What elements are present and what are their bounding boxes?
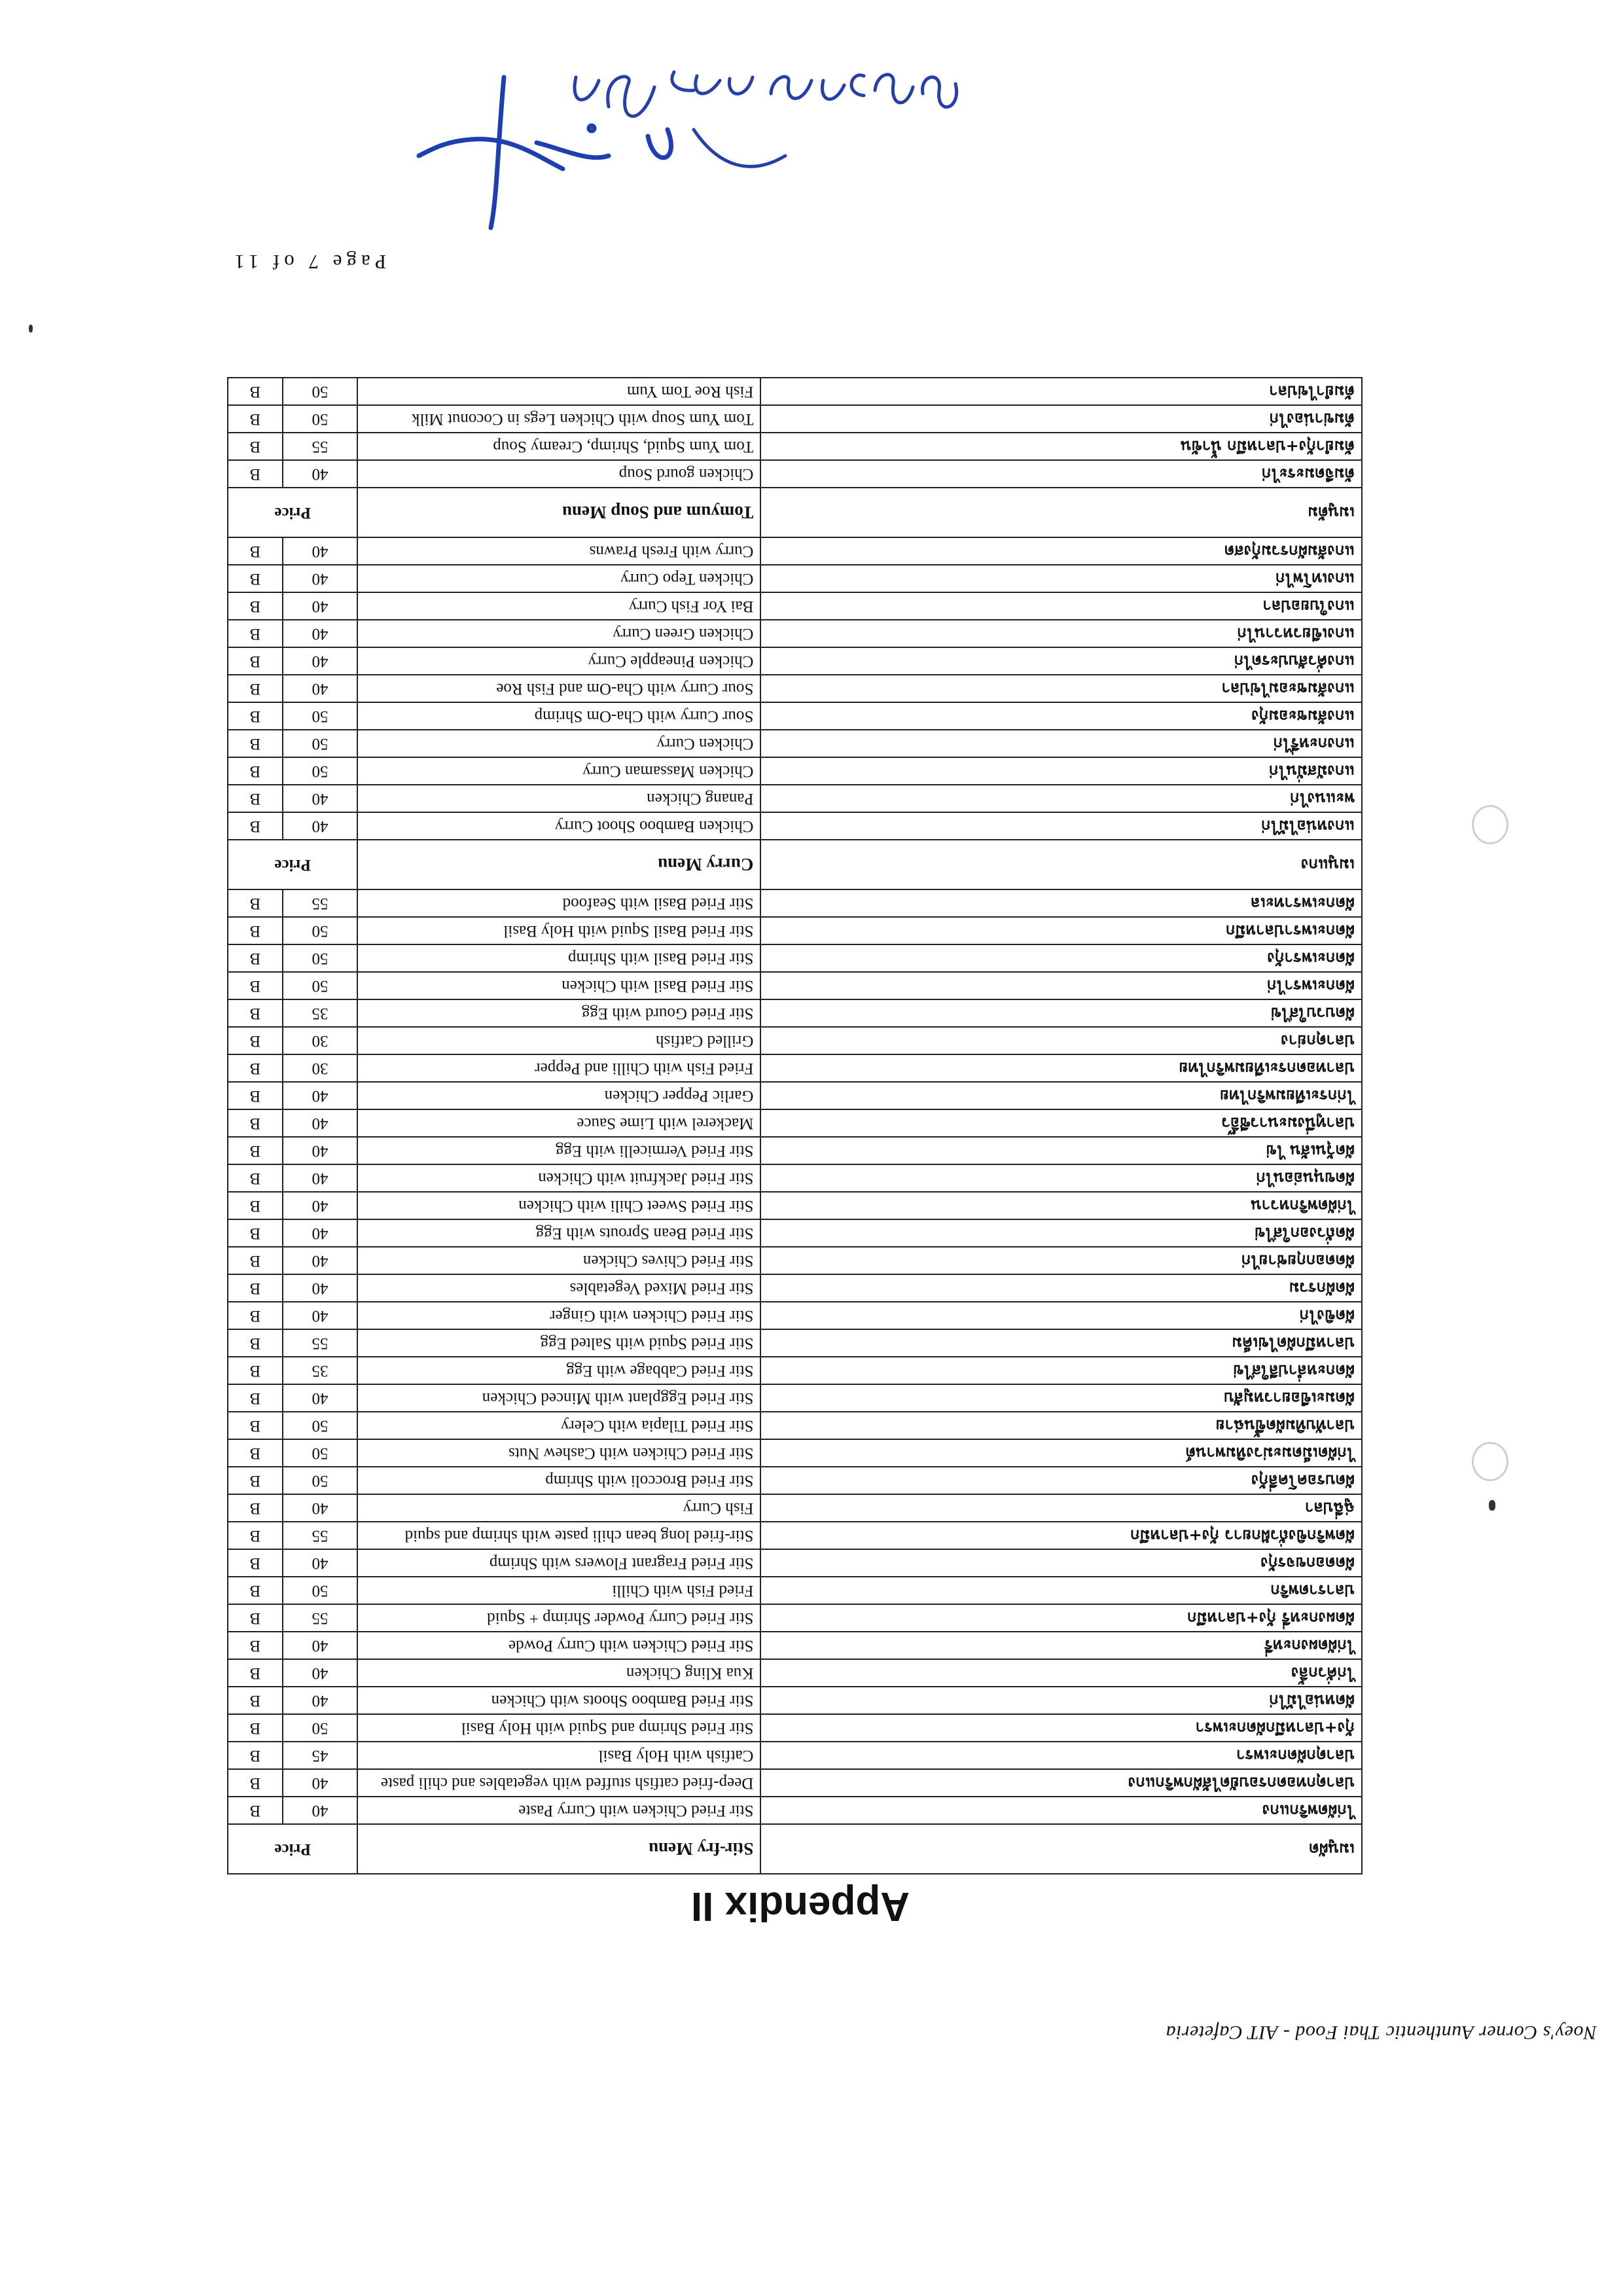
section-thai-header: เมนูผัด bbox=[760, 1824, 1362, 1874]
item-english-name: Stir Fried Cabbage with Egg bbox=[357, 1357, 760, 1384]
item-price: 35 bbox=[283, 999, 358, 1027]
item-english-name: Stir Fried Vermicelli with Egg bbox=[357, 1137, 760, 1164]
item-price: 40 bbox=[283, 1687, 358, 1714]
item-currency: B bbox=[228, 944, 283, 972]
menu-item-row bbox=[228, 1549, 1362, 1577]
item-english-name: Stir Fried Tilapia with Celery bbox=[357, 1412, 760, 1439]
item-english-name: Stir Fried Bamboo Shoots with Chicken bbox=[357, 1687, 760, 1714]
page-title: Appendix II bbox=[690, 1884, 910, 1929]
item-english-name: Chicken Tepo Curry bbox=[357, 565, 760, 592]
item-price: 50 bbox=[283, 702, 358, 730]
menu-item-row bbox=[228, 1219, 1362, 1247]
item-english-name: Stir Fried Basil with Shrimp bbox=[357, 944, 760, 972]
menu-item-row bbox=[228, 1632, 1362, 1659]
menu-item-row bbox=[228, 537, 1362, 565]
section-header-row bbox=[228, 488, 1362, 537]
item-currency: B bbox=[228, 1329, 283, 1357]
item-english-name: Stir Fried Chicken with Cashew Nuts bbox=[357, 1439, 760, 1467]
item-thai-name: ผัดขนุนอ่อนไก่ bbox=[760, 1164, 1362, 1192]
menu-item-row bbox=[228, 378, 1362, 405]
item-price: 55 bbox=[283, 433, 358, 460]
menu-item-row bbox=[228, 1384, 1362, 1412]
item-thai-name: ผัดบวบใส่ไข่ bbox=[760, 999, 1362, 1027]
item-currency: B bbox=[228, 1467, 283, 1494]
menu-item-row bbox=[228, 1714, 1362, 1742]
item-thai-name: ปลาหมึกผัดไข่เค็ม bbox=[760, 1329, 1362, 1357]
item-currency: B bbox=[228, 972, 283, 999]
menu-item-row bbox=[228, 433, 1362, 460]
item-currency: B bbox=[228, 1054, 283, 1082]
item-thai-name: แกงหน่อไม้ไก่ bbox=[760, 812, 1362, 840]
price-header: Price bbox=[228, 488, 357, 537]
item-english-name: Mackerel with Lime Sauce bbox=[357, 1109, 760, 1137]
item-price: 55 bbox=[283, 1329, 358, 1357]
item-price: 40 bbox=[283, 647, 358, 675]
item-english-name: Stir Fried Sweet Chili with Chicken bbox=[357, 1192, 760, 1219]
item-english-name: Chicken Massaman Curry bbox=[357, 757, 760, 785]
item-english-name: Chicken Pineapple Curry bbox=[357, 647, 760, 675]
item-thai-name: ปลาทอดกระเทียมพริกไทย bbox=[760, 1054, 1362, 1082]
menu-item-row bbox=[228, 1054, 1362, 1082]
menu-item-row bbox=[228, 565, 1362, 592]
item-price: 40 bbox=[283, 620, 358, 647]
item-currency: B bbox=[228, 1357, 283, 1384]
item-price: 50 bbox=[283, 1467, 358, 1494]
menu-item-row bbox=[228, 1659, 1362, 1687]
item-thai-name: ผัดกะหล่ำปลีใส่ไข่ bbox=[760, 1357, 1362, 1384]
item-english-name: Stir Fried Basil with Chicken bbox=[357, 972, 760, 999]
item-thai-name: ปลาดุกย่าง bbox=[760, 1027, 1362, 1054]
item-thai-name: ปลาทูนึ่งมะนาวซีอิ๊ว bbox=[760, 1109, 1362, 1137]
menu-item-row bbox=[228, 889, 1362, 917]
item-english-name: Stir Fried Broccoli with Shrimp bbox=[357, 1467, 760, 1494]
item-thai-name: ปลาทับทิมผัดขึ้นฉ่าย bbox=[760, 1412, 1362, 1439]
menu-item-row bbox=[228, 1687, 1362, 1714]
item-price: 50 bbox=[283, 405, 358, 433]
menu-item-row bbox=[228, 1797, 1362, 1824]
item-currency: B bbox=[228, 1137, 283, 1164]
item-price: 40 bbox=[283, 1769, 358, 1797]
item-thai-name: ผัดผักรวม bbox=[760, 1274, 1362, 1302]
menu-table bbox=[227, 377, 1363, 1874]
item-price: 40 bbox=[283, 1659, 358, 1687]
item-english-name: Stir Fried Chicken with Curry Paste bbox=[357, 1797, 760, 1824]
item-price: 40 bbox=[283, 675, 358, 702]
menu-item-row bbox=[228, 917, 1362, 944]
item-english-name: Grilled Catfish bbox=[357, 1027, 760, 1054]
item-price: 50 bbox=[283, 1577, 358, 1604]
item-thai-name: ผัดดอกกุยช่ายไก่ bbox=[760, 1247, 1362, 1274]
item-currency: B bbox=[228, 1659, 283, 1687]
item-currency: B bbox=[228, 675, 283, 702]
item-currency: B bbox=[228, 1769, 283, 1797]
scan-speck bbox=[1489, 1500, 1495, 1511]
item-price: 40 bbox=[283, 1549, 358, 1577]
page-header: Noey's Corner Aunthentic Thai Food - AIT Cafeteria bbox=[1166, 2022, 1597, 2043]
item-thai-name: แกงมัสมั่นไก่ bbox=[760, 757, 1362, 785]
item-thai-name: ผัดบรอคโคลี่กุ้ง bbox=[760, 1467, 1362, 1494]
section-name: Curry Menu bbox=[357, 840, 760, 889]
item-currency: B bbox=[228, 592, 283, 620]
item-thai-name: ไก่ผัดพริกแกง bbox=[760, 1797, 1362, 1824]
item-price: 55 bbox=[283, 1604, 358, 1632]
menu-item-row bbox=[228, 757, 1362, 785]
item-currency: B bbox=[228, 1549, 283, 1577]
item-thai-name: แกงส้มชะอมไข่ปลา bbox=[760, 675, 1362, 702]
item-thai-name: ผัดกะเพราทะเล bbox=[760, 889, 1362, 917]
item-price: 55 bbox=[283, 889, 358, 917]
menu-item-row bbox=[228, 1109, 1362, 1137]
item-price: 40 bbox=[283, 565, 358, 592]
item-currency: B bbox=[228, 785, 283, 812]
item-price: 40 bbox=[283, 1302, 358, 1329]
item-currency: B bbox=[228, 1164, 283, 1192]
item-price: 40 bbox=[283, 1797, 358, 1824]
item-currency: B bbox=[228, 1439, 283, 1467]
item-english-name: Stir Fried Eggplant with Minced Chicken bbox=[357, 1384, 760, 1412]
menu-item-row bbox=[228, 405, 1362, 433]
item-price: 40 bbox=[283, 1137, 358, 1164]
item-price: 50 bbox=[283, 378, 358, 405]
item-english-name: Tom Yum Soup with Chicken Legs in Coconut Milk bbox=[357, 405, 760, 433]
item-currency: B bbox=[228, 1714, 283, 1742]
price-header: Price bbox=[228, 840, 357, 889]
menu-item-row bbox=[228, 620, 1362, 647]
item-english-name: Chicken Green Curry bbox=[357, 620, 760, 647]
item-currency: B bbox=[228, 1797, 283, 1824]
item-price: 50 bbox=[283, 1439, 358, 1467]
menu-item-row bbox=[228, 1137, 1362, 1164]
item-price: 30 bbox=[283, 1054, 358, 1082]
item-currency: B bbox=[228, 1632, 283, 1659]
item-currency: B bbox=[228, 1522, 283, 1549]
item-currency: B bbox=[228, 1302, 283, 1329]
menu-item-row bbox=[228, 1604, 1362, 1632]
item-thai-name: ปลาดุกผัดกะเพรา bbox=[760, 1742, 1362, 1769]
item-price: 40 bbox=[283, 1632, 358, 1659]
item-thai-name: ต้มข่าน่องไก่ bbox=[760, 405, 1362, 433]
punch-hole bbox=[1472, 1442, 1508, 1481]
item-english-name: Garlic Pepper Chicken bbox=[357, 1082, 760, 1109]
item-price: 40 bbox=[283, 1494, 358, 1522]
item-thai-name: ผัดกะเพราไก่ bbox=[760, 972, 1362, 999]
item-thai-name: ไก่ผัดเม็ดมะม่วงหิมพานต์ bbox=[760, 1439, 1362, 1467]
item-english-name: Chicken Curry bbox=[357, 730, 760, 757]
item-price: 50 bbox=[283, 730, 358, 757]
menu-item-row bbox=[228, 1412, 1362, 1439]
item-thai-name: ผัดกะเพรากุ้ง bbox=[760, 944, 1362, 972]
item-currency: B bbox=[228, 1274, 283, 1302]
menu-item-row bbox=[228, 812, 1362, 840]
item-english-name: Stir-fried long bean chili paste with shrimp and squid bbox=[357, 1522, 760, 1549]
menu-item-row bbox=[228, 1769, 1362, 1797]
item-currency: B bbox=[228, 1687, 283, 1714]
menu-item-row bbox=[228, 1192, 1362, 1219]
item-thai-name: ผัดหน่อไม้ไก่ bbox=[760, 1687, 1362, 1714]
handwritten-signature bbox=[406, 31, 1060, 247]
item-english-name: Stir Fried Jackfruit with Chicken bbox=[357, 1164, 760, 1192]
scan-speck bbox=[29, 325, 33, 332]
item-currency: B bbox=[228, 1247, 283, 1274]
item-thai-name: ต้มยำไข่ปลา bbox=[760, 378, 1362, 405]
menu-item-row bbox=[228, 1522, 1362, 1549]
item-english-name: Stir Fried Bean Sprouts with Egg bbox=[357, 1219, 760, 1247]
menu-item-row bbox=[228, 1577, 1362, 1604]
item-currency: B bbox=[228, 1742, 283, 1769]
menu-item-row bbox=[228, 702, 1362, 730]
menu-item-row bbox=[228, 730, 1362, 757]
item-currency: B bbox=[228, 812, 283, 840]
item-english-name: Curry with Fresh Prawns bbox=[357, 537, 760, 565]
item-price: 50 bbox=[283, 1412, 358, 1439]
item-english-name: Stir Fried Squid with Salted Egg bbox=[357, 1329, 760, 1357]
price-header: Price bbox=[228, 1824, 357, 1874]
item-english-name: Stir Fried Fragrant Flowers with Shrimp bbox=[357, 1549, 760, 1577]
item-thai-name: แกงส้มผักรวมกุ้งสด bbox=[760, 537, 1362, 565]
menu-item-row bbox=[228, 1467, 1362, 1494]
item-english-name: Fried Fish with Chilli and Pepper bbox=[357, 1054, 760, 1082]
item-price: 40 bbox=[283, 1164, 358, 1192]
item-thai-name: ผัดผงกะหรี่ กุ้ง+ปลาหมึก bbox=[760, 1604, 1362, 1632]
menu-item-row bbox=[228, 460, 1362, 488]
item-price: 50 bbox=[283, 944, 358, 972]
menu-item-row bbox=[228, 1082, 1362, 1109]
item-price: 40 bbox=[283, 1384, 358, 1412]
item-thai-name: ปลาราดพริก bbox=[760, 1577, 1362, 1604]
item-english-name: Sour Curry with Cha-Om and Fish Roe bbox=[357, 675, 760, 702]
menu-item-row bbox=[228, 1439, 1362, 1467]
item-english-name: Panang Chicken bbox=[357, 785, 760, 812]
item-currency: B bbox=[228, 999, 283, 1027]
item-english-name: Stir Fried Gourd with Egg bbox=[357, 999, 760, 1027]
menu-item-row bbox=[228, 1302, 1362, 1329]
item-currency: B bbox=[228, 1219, 283, 1247]
menu-item-row bbox=[228, 999, 1362, 1027]
item-thai-name: ผัดพริกขิงถั่วฝักยาว กุ้ง+ปลาหมึก bbox=[760, 1522, 1362, 1549]
item-english-name: Chicken Bamboo Shoot Curry bbox=[357, 812, 760, 840]
item-currency: B bbox=[228, 433, 283, 460]
item-currency: B bbox=[228, 1109, 283, 1137]
item-price: 40 bbox=[283, 785, 358, 812]
item-price: 40 bbox=[283, 1082, 358, 1109]
item-currency: B bbox=[228, 917, 283, 944]
item-english-name: Sour Curry with Cha-Om Shrimp bbox=[357, 702, 760, 730]
item-english-name: Chicken gourd Soup bbox=[357, 460, 760, 488]
item-currency: B bbox=[228, 1192, 283, 1219]
item-english-name: Tom Yum Squid, Shrimp, Creamy Soup bbox=[357, 433, 760, 460]
section-header-row bbox=[228, 840, 1362, 889]
item-currency: B bbox=[228, 1412, 283, 1439]
item-english-name: Catfish with Holy Basil bbox=[357, 1742, 760, 1769]
item-price: 40 bbox=[283, 592, 358, 620]
item-price: 50 bbox=[283, 972, 358, 999]
item-english-name: Bai Yor Fish Curry bbox=[357, 592, 760, 620]
item-price: 40 bbox=[283, 1219, 358, 1247]
item-currency: B bbox=[228, 757, 283, 785]
section-thai-header: เมนูแกง bbox=[760, 840, 1362, 889]
menu-item-row bbox=[228, 647, 1362, 675]
item-currency: B bbox=[228, 405, 283, 433]
item-thai-name: ไก่ผัดผงกะหรี่ bbox=[760, 1632, 1362, 1659]
item-thai-name: ไก่กระเทียมพริกไทย bbox=[760, 1082, 1362, 1109]
item-currency: B bbox=[228, 1577, 283, 1604]
item-english-name: Stir Fried Shrimp and Squid with Holy Basil bbox=[357, 1714, 760, 1742]
menu-item-row bbox=[228, 1247, 1362, 1274]
item-thai-name: ผัดมะเขือยาวหมูสับ bbox=[760, 1384, 1362, 1412]
item-price: 40 bbox=[283, 537, 358, 565]
item-english-name: Deep-fried catfish stuffed with vegetables and chili paste bbox=[357, 1769, 760, 1797]
item-currency: B bbox=[228, 565, 283, 592]
item-price: 40 bbox=[283, 1109, 358, 1137]
item-currency: B bbox=[228, 647, 283, 675]
item-thai-name: แกงใบยอปลา bbox=[760, 592, 1362, 620]
item-english-name: Fish Roe Tom Yum bbox=[357, 378, 760, 405]
item-thai-name: ผัดดอกขจรกุ้ง bbox=[760, 1549, 1362, 1577]
menu-item-row bbox=[228, 592, 1362, 620]
item-currency: B bbox=[228, 537, 283, 565]
menu-item-row bbox=[228, 972, 1362, 999]
item-price: 40 bbox=[283, 812, 358, 840]
item-english-name: Fish Curry bbox=[357, 1494, 760, 1522]
menu-item-row bbox=[228, 1494, 1362, 1522]
item-price: 50 bbox=[283, 917, 358, 944]
item-thai-name: แกงคั่วสับปะรดไก่ bbox=[760, 647, 1362, 675]
item-currency: B bbox=[228, 1494, 283, 1522]
menu-item-row bbox=[228, 1027, 1362, 1054]
item-english-name: Stir Fried Mixed Vegetables bbox=[357, 1274, 760, 1302]
section-name: Tomyum and Soup Menu bbox=[357, 488, 760, 537]
item-english-name: Stir Fried Chives Chicken bbox=[357, 1247, 760, 1274]
item-price: 50 bbox=[283, 757, 358, 785]
item-thai-name: กุ้ง+ปลาหมึกผัดกะเพรา bbox=[760, 1714, 1362, 1742]
menu-item-row bbox=[228, 1164, 1362, 1192]
page-number: Page 7 of 11 bbox=[230, 251, 386, 274]
menu-item-row bbox=[228, 1274, 1362, 1302]
menu-item-row bbox=[228, 1329, 1362, 1357]
menu-item-row bbox=[228, 785, 1362, 812]
section-name: Stir-fry Menu bbox=[357, 1824, 760, 1874]
punch-hole bbox=[1472, 805, 1508, 844]
item-english-name: Fried Fish with Chilli bbox=[357, 1577, 760, 1604]
item-currency: B bbox=[228, 702, 283, 730]
item-price: 55 bbox=[283, 1522, 358, 1549]
item-price: 40 bbox=[283, 1192, 358, 1219]
item-currency: B bbox=[228, 1384, 283, 1412]
item-currency: B bbox=[228, 1604, 283, 1632]
item-thai-name: พะแนงไก่ bbox=[760, 785, 1362, 812]
item-english-name: Stir Fried Curry Powder Shrimp + Squid bbox=[357, 1604, 760, 1632]
item-english-name: Stir Fried Chicken with Ginger bbox=[357, 1302, 760, 1329]
item-thai-name: แกงเขียวหวานไก่ bbox=[760, 620, 1362, 647]
item-english-name: Stir Fried Basil Squid with Holy Basil bbox=[357, 917, 760, 944]
item-thai-name: ผัดขิงไก่ bbox=[760, 1302, 1362, 1329]
item-thai-name: แกงกะหรี่ไก่ bbox=[760, 730, 1362, 757]
section-header-row bbox=[228, 1824, 1362, 1874]
item-currency: B bbox=[228, 1082, 283, 1109]
item-currency: B bbox=[228, 378, 283, 405]
item-thai-name: ไก่ผัดพริกหวาน bbox=[760, 1192, 1362, 1219]
menu-item-row bbox=[228, 1357, 1362, 1384]
item-thai-name: ผัดวุ้นเส้น ไข่ bbox=[760, 1137, 1362, 1164]
item-thai-name: ต้มจืดมะระไก่ bbox=[760, 460, 1362, 488]
section-thai-header: เมนูต้ม bbox=[760, 488, 1362, 537]
item-price: 40 bbox=[283, 460, 358, 488]
item-price: 35 bbox=[283, 1357, 358, 1384]
item-thai-name: ปลาดุกทอดกรอบยัดไส้ผักพริกแกง bbox=[760, 1769, 1362, 1797]
item-currency: B bbox=[228, 730, 283, 757]
menu-item-row bbox=[228, 944, 1362, 972]
item-thai-name: ต้มยำกุ้ง+ปลาหมึก น้ำข้น bbox=[760, 433, 1362, 460]
item-currency: B bbox=[228, 620, 283, 647]
item-price: 50 bbox=[283, 1714, 358, 1742]
item-english-name: Stir Fried Chicken with Curry Powde bbox=[357, 1632, 760, 1659]
item-price: 30 bbox=[283, 1027, 358, 1054]
item-thai-name: แกงส้มชะอมกุ้ง bbox=[760, 702, 1362, 730]
menu-item-row bbox=[228, 1742, 1362, 1769]
item-thai-name: แกงเทโพไก่ bbox=[760, 565, 1362, 592]
item-price: 40 bbox=[283, 1274, 358, 1302]
menu-item-row bbox=[228, 675, 1362, 702]
item-english-name: Stir Fried Basil with Seafood bbox=[357, 889, 760, 917]
item-currency: B bbox=[228, 889, 283, 917]
item-english-name: Kua Kling Chicken bbox=[357, 1659, 760, 1687]
item-price: 45 bbox=[283, 1742, 358, 1769]
item-thai-name: ผัดกะเพราปลาหมึก bbox=[760, 917, 1362, 944]
item-currency: B bbox=[228, 1027, 283, 1054]
item-thai-name: ฉู่ฉี่ปลา bbox=[760, 1494, 1362, 1522]
item-thai-name: ผัดถั่วงอกใส่ไข่ bbox=[760, 1219, 1362, 1247]
item-currency: B bbox=[228, 460, 283, 488]
item-thai-name: ไก่คั่วกลิ้ง bbox=[760, 1659, 1362, 1687]
item-price: 40 bbox=[283, 1247, 358, 1274]
